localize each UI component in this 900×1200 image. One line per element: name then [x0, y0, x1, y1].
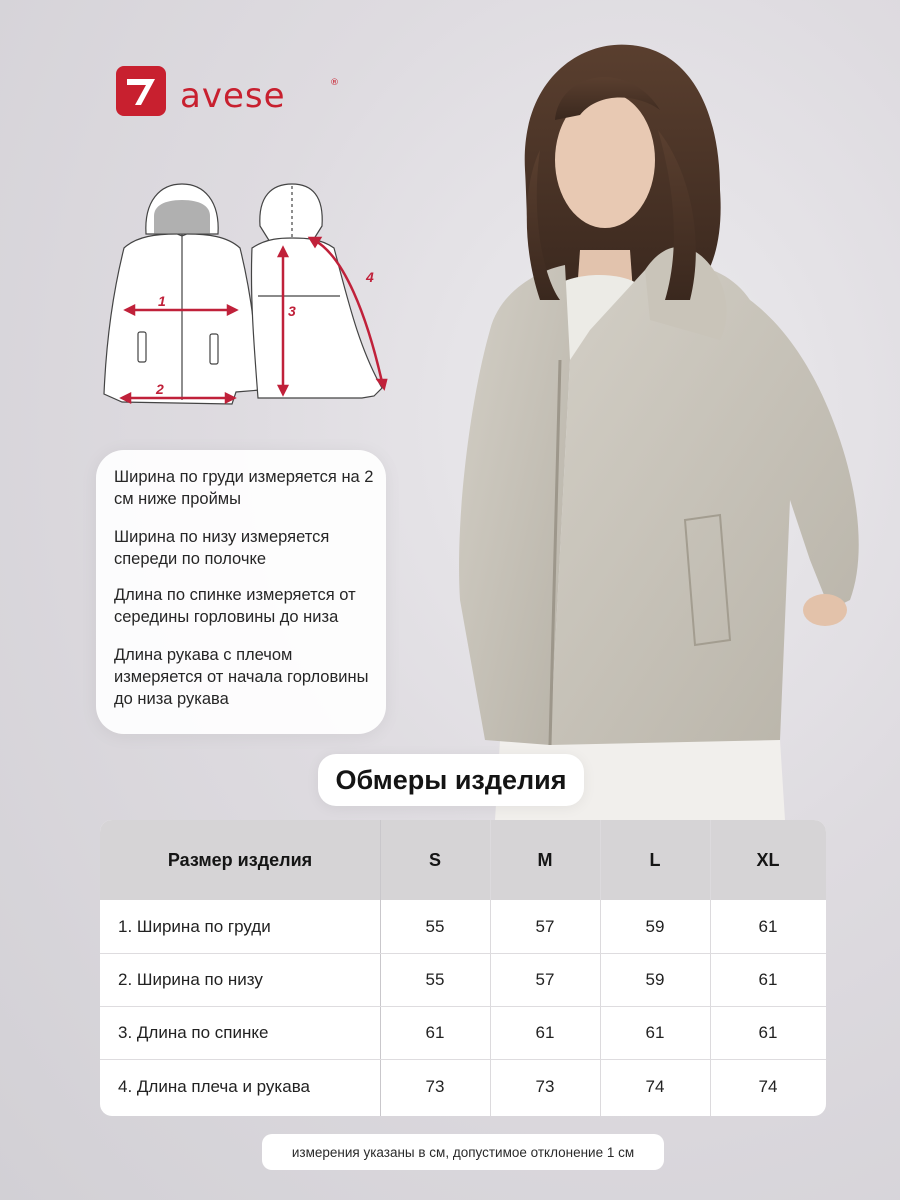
cell-value: 61: [645, 1022, 665, 1042]
header-size-label: Размер изделия: [167, 849, 313, 870]
brand-logo: [114, 64, 344, 120]
cell-value: 59: [645, 916, 665, 936]
note-back-length: Длина по спинке измеряется от середины горловины до низа: [114, 586, 356, 626]
table-row: [100, 1060, 826, 1113]
cell-value: 73: [425, 1076, 445, 1096]
note-sleeve: Длина рукава с плечом измеряется от начала горловины до низа рукава: [114, 646, 369, 708]
cell-value: 61: [758, 916, 778, 936]
size-table: [100, 820, 826, 1116]
row-label: 4. Длина плеча и рукава: [118, 1076, 310, 1096]
cell-value: 61: [535, 1022, 555, 1042]
cell-value: 74: [645, 1076, 665, 1096]
cell-value: 55: [425, 916, 445, 936]
cell-value: 61: [758, 969, 778, 989]
marker-2: 2: [156, 381, 164, 397]
cell-value: 57: [535, 969, 555, 989]
note-hem: Ширина по низу измеряется спереди по полочке: [114, 528, 330, 568]
table-row: [100, 1006, 826, 1059]
cell-value: 57: [535, 916, 555, 936]
measurement-diagram: [82, 176, 402, 416]
marker-3: 3: [288, 303, 296, 319]
logo-mark-icon: [114, 64, 168, 118]
measurement-notes-card: [96, 450, 386, 734]
row-label: 1. Ширина по груди: [118, 916, 271, 936]
row-label: 3. Длина по спинке: [118, 1022, 269, 1042]
cell-value: 59: [645, 969, 665, 989]
marker-1: 1: [158, 293, 166, 309]
note-chest: Ширина по груди измеряется на 2 см ниже проймы: [114, 468, 374, 508]
cell-value: 61: [425, 1022, 445, 1042]
cell-value: 61: [758, 1022, 778, 1042]
cell-value: 73: [535, 1076, 555, 1096]
header-l: L: [649, 849, 661, 870]
table-header: [100, 820, 826, 900]
section-title-pill: [318, 754, 584, 806]
section-title: Обмеры изделия: [335, 764, 567, 795]
table-row: [100, 953, 826, 1006]
cell-value: 74: [758, 1076, 778, 1096]
footnote: измерения указаны в см, допустимое отклонение 1 см: [262, 1134, 664, 1170]
table-row: [100, 900, 826, 953]
registered-mark: ®: [330, 78, 339, 88]
header-s: S: [428, 849, 441, 870]
header-m: M: [537, 849, 553, 870]
row-label: 2. Ширина по низу: [118, 969, 263, 989]
logo-wordmark: avese: [180, 76, 286, 116]
header-xl: XL: [756, 849, 780, 870]
cell-value: 55: [425, 969, 445, 989]
marker-4: 4: [366, 269, 374, 285]
jacket-back-sketch: [251, 184, 382, 398]
